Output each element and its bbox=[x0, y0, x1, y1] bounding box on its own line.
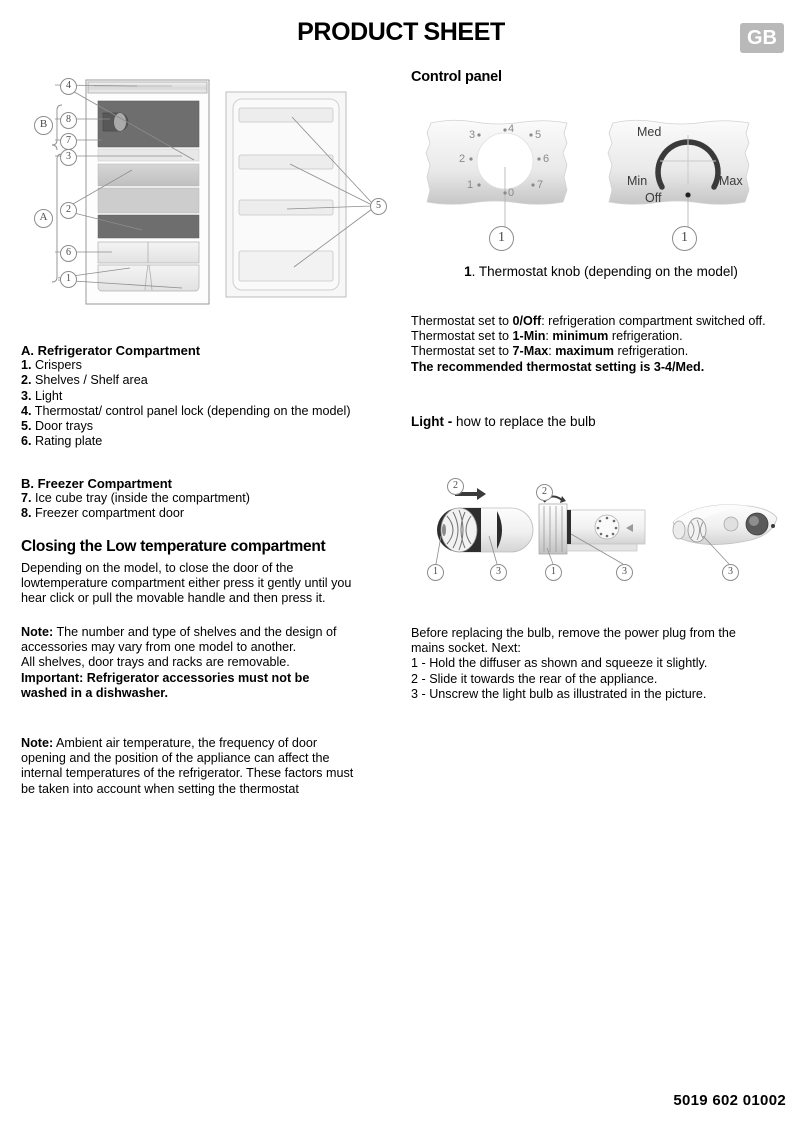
note-two-line-1 bbox=[21, 736, 406, 751]
dial-callout-left: 1 bbox=[489, 226, 514, 251]
bulb-intro-line-1: Before replacing the bulb, remove the power plug from the bbox=[411, 626, 736, 640]
closing-section-heading: Closing the Low temperature compartment bbox=[21, 538, 326, 555]
bulb-callout-3c: 3 bbox=[722, 564, 739, 581]
legend-b-item-7 bbox=[21, 491, 406, 506]
bulb-instructions bbox=[411, 626, 793, 702]
t2b: 1-Min bbox=[512, 329, 546, 344]
legend-a-label-6: Rating plate bbox=[31, 434, 103, 449]
legend-b-num-8: 8. bbox=[21, 506, 32, 521]
thermostat-line-off bbox=[411, 314, 793, 329]
legend-a-num-3: 3. bbox=[21, 388, 32, 403]
bulb-callout-2a: 2 bbox=[447, 478, 464, 495]
note-one-label: Note: bbox=[21, 625, 54, 639]
closing-line-3: hear click or pull the movable handle and then press it. bbox=[21, 591, 326, 606]
note-two-line-2: opening and the position of the appliance can affect the bbox=[21, 751, 330, 766]
legend-a-item-2 bbox=[21, 373, 406, 388]
thermostat-dials-figure bbox=[415, 105, 790, 255]
thermostat-knob-caption-num: 1 bbox=[464, 264, 472, 279]
legend-refrigerator bbox=[21, 343, 406, 449]
legend-a-num-2: 2. bbox=[21, 373, 32, 388]
callout-2: 2 bbox=[60, 202, 77, 219]
light-heading-bold: Light - bbox=[411, 414, 453, 429]
bulb-callout-1a: 1 bbox=[427, 564, 444, 581]
thermostat-line-recommended: The recommended thermostat setting is 3-4/Med. bbox=[411, 359, 705, 374]
legend-b-item-8 bbox=[21, 506, 406, 521]
bracket-label-b: B bbox=[34, 116, 53, 135]
t2a: Thermostat set to bbox=[411, 329, 513, 344]
note-two-text-1: Ambient air temperature, the frequency of door bbox=[53, 736, 318, 750]
thermostat-line-min bbox=[411, 329, 793, 344]
note-ambient bbox=[21, 736, 406, 797]
bulb-replacement-figure bbox=[411, 478, 793, 590]
legend-a-heading: A. Refrigerator Compartment bbox=[21, 343, 201, 358]
bulb-step-2: 2 - Slide it towards the rear of the appliance. bbox=[411, 671, 658, 686]
legend-b-label-7: Ice cube tray (inside the compartment) bbox=[31, 491, 250, 506]
note-one-line-2: accessories may vary from one model to another. bbox=[21, 640, 297, 655]
bulb-callout-1b: 1 bbox=[545, 564, 562, 581]
t3a: Thermostat set to bbox=[411, 344, 513, 359]
legend-a-item-4 bbox=[21, 404, 406, 419]
legend-a-label-5: Door trays bbox=[31, 419, 94, 434]
closing-line-2: lowtemperature compartment either press it gently until you bbox=[21, 576, 352, 591]
dial-mark-1: 1 bbox=[467, 179, 474, 191]
dial-mark-max: Max bbox=[719, 174, 743, 188]
legend-a-label-4: Thermostat/ control panel lock (depending on the model) bbox=[31, 403, 351, 418]
legend-a-item-3 bbox=[21, 389, 406, 404]
t1a: Thermostat set to bbox=[411, 314, 513, 328]
locale-badge: GB bbox=[740, 23, 784, 53]
bulb-callout-2b: 2 bbox=[536, 484, 553, 501]
control-panel-heading: Control panel bbox=[411, 69, 502, 85]
bulb-step-1: 1 - Hold the diffuser as shown and squeeze it slightly. bbox=[411, 656, 708, 671]
dial-mark-5: 5 bbox=[535, 129, 542, 141]
thermostat-settings-text bbox=[411, 314, 793, 375]
dial-callout-right: 1 bbox=[672, 226, 697, 251]
closing-section-body bbox=[21, 561, 406, 607]
document-code: 5019 602 01002 bbox=[673, 1092, 786, 1109]
thermostat-knob-caption bbox=[411, 264, 791, 279]
callout-8: 8 bbox=[60, 112, 77, 129]
bulb-intro-line-2: mains socket. Next: bbox=[411, 641, 521, 656]
legend-a-num-1: 1. bbox=[21, 358, 32, 373]
light-section-heading bbox=[411, 414, 793, 429]
thermostat-line-max bbox=[411, 344, 793, 359]
dial-mark-3: 3 bbox=[469, 129, 476, 141]
legend-a-num-5: 5. bbox=[21, 419, 32, 434]
legend-b-num-7: 7. bbox=[21, 491, 32, 506]
t1c: : refrigeration compartment switched off. bbox=[541, 314, 766, 328]
note-one-line-1 bbox=[21, 625, 406, 640]
light-heading-rest: how to replace the bulb bbox=[452, 414, 596, 429]
note-one-line-3: All shelves, door trays and racks are removable. bbox=[21, 655, 290, 670]
legend-a-item-5 bbox=[21, 419, 406, 434]
note-one-line-4: Important: Refrigerator accessories must not be bbox=[21, 670, 310, 685]
bracket-label-a: A bbox=[34, 209, 53, 228]
t3b: 7-Max bbox=[512, 344, 549, 359]
note-shelves bbox=[21, 625, 406, 701]
t3d: maximum bbox=[555, 344, 614, 359]
legend-b-heading: B. Freezer Compartment bbox=[21, 476, 172, 491]
legend-a-num-6: 6. bbox=[21, 434, 32, 449]
legend-freezer bbox=[21, 476, 406, 522]
t3c: : bbox=[548, 344, 556, 359]
callout-5: 5 bbox=[370, 198, 387, 215]
note-one-line-5: washed in a dishwasher. bbox=[21, 685, 168, 700]
refrigerator-diagram bbox=[22, 72, 402, 312]
legend-a-label-3: Light bbox=[31, 388, 63, 403]
callout-1: 1 bbox=[60, 271, 77, 288]
closing-line-1: Depending on the model, to close the door of the bbox=[21, 561, 294, 575]
note-two-line-4: be taken into account when setting the thermostat bbox=[21, 781, 299, 796]
dial-mark-4: 4 bbox=[508, 123, 515, 135]
dial-mark-med: Med bbox=[637, 125, 662, 139]
t2c: : bbox=[545, 329, 553, 344]
callout-4: 4 bbox=[60, 78, 77, 95]
dial-mark-6: 6 bbox=[543, 153, 550, 165]
dial-mark-off: Off bbox=[645, 191, 662, 205]
note-two-line-3: internal temperatures of the refrigerator. These factors must bbox=[21, 766, 354, 781]
legend-a-label-2: Shelves / Shelf area bbox=[31, 373, 148, 388]
dial-mark-min: Min bbox=[627, 174, 648, 188]
legend-a-item-6 bbox=[21, 434, 406, 449]
t2d: minimum bbox=[552, 329, 609, 344]
dial-mark-7: 7 bbox=[537, 179, 544, 191]
thermostat-knob-caption-text: . Thermostat knob (depending on the model) bbox=[471, 264, 738, 279]
t2e: refrigeration. bbox=[608, 329, 683, 344]
bulb-step-3: 3 - Unscrew the light bulb as illustrated in the picture. bbox=[411, 686, 707, 701]
legend-a-label-1: Crispers bbox=[31, 358, 82, 373]
note-two-label: Note: bbox=[21, 736, 54, 750]
note-one-text-1: The number and type of shelves and the design of bbox=[53, 625, 337, 639]
callout-6: 6 bbox=[60, 245, 77, 262]
t1b: 0/Off bbox=[512, 314, 542, 328]
legend-b-label-8: Freezer compartment door bbox=[31, 506, 185, 521]
dial-mark-0: 0 bbox=[508, 187, 515, 199]
bulb-callout-3a: 3 bbox=[490, 564, 507, 581]
legend-a-num-4: 4. bbox=[21, 403, 32, 418]
dial-mark-2: 2 bbox=[459, 153, 466, 165]
callout-7: 7 bbox=[60, 133, 77, 150]
legend-a-item-1 bbox=[21, 358, 406, 373]
page-title: PRODUCT SHEET bbox=[297, 18, 505, 46]
t3e: refrigeration. bbox=[614, 344, 689, 359]
callout-3: 3 bbox=[60, 149, 77, 166]
bulb-callout-3b: 3 bbox=[616, 564, 633, 581]
